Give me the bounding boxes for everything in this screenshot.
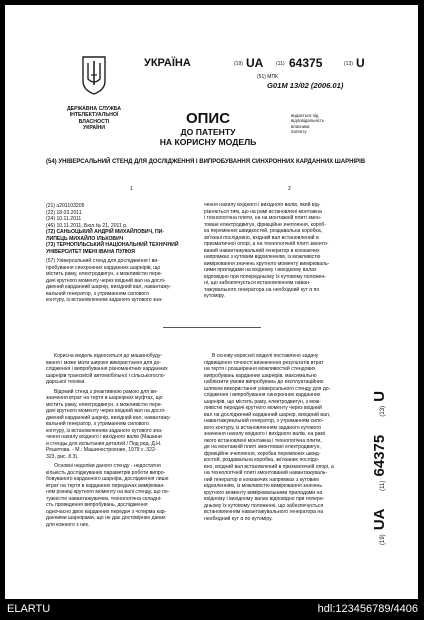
patent-page — [5, 5, 418, 599]
document-title: ОПИС — [185, 110, 231, 127]
utility-model-title: (54) УНІВЕРСАЛЬНИЙ СТЕНД ДЛЯ ДОСЛІДЖЕННЯ І ВИПРОБУВАННЯ СИНХРОННИХ КАРДАННИХ ШАРНІРІВ — [46, 159, 366, 165]
patent-identifiers: (19) UA (11) 64375 (13) U — [234, 56, 365, 70]
claim-right-column: чення нахилу вхідного і вихідного валів, який від- різняється тим, що на рамі встановлені монтажна і технологічна плити, на на монтажній плиті змон- товані електродвигун, фрикційне зчеплення, короб- ка перемінних швидкостей, роздавальна коробка, зв'язані послідовно, вхідний вал встановлений в призматичної опорі, а на технологічній плиті змонто- ваний навантажувальний генератор в коязаючих напрямках з кутовим відхиленням, із можливістю вимірювання значень крутного моменту вимірюваль- ними приладами на вхідному і вихідному валах відповідно при попередньому їх кутовому положен- ні, що забезпечується встановленням наван- тажувального генератора на необхідний кут α по кутоміру. — [204, 202, 330, 299]
responsibility-note: видається під відповідальність власника патенту — [291, 113, 325, 134]
claim-left-column: (57) Універсальний стенд для дослідження і ви- пробування синхронних карданних шарнірів, що містить раму, електродвигун, з можливістю пере- дачі крутного моменту через вхідний вал на дослі- джений карданний шарнір, вихідний вал, навантажу- вальний генератор, з утриманням силового контуру, із встановленням заданого кутового зна- — [46, 258, 172, 303]
column-number-2: 2 — [288, 186, 291, 192]
agency-name: ДЕРЖАВНА СЛУЖБА ІНТЕЛЕКТУАЛЬНОЇ ВЛАСНОСТІ УКРАЇНИ — [66, 106, 122, 131]
description-right-column: В основу корисної моделі поставлено задачу підвищення точності визначення результатів втрат на тертя і розширення можливостей стендових випробувань карданних шарнірів, максимально наблизити умови випробувань до експлуатаційних шляхом використання універсального стенду для до- слідження і випробування синхронних карданних шарнірів, що містить раму, електродвигун, з мож- ливістю передачі крутного моменту через вхідний вал на досліджений карданний шарнір, вихідний вал, навантажувальний генератор, з утриманням сило- вого контуру, із встановленням заданого кутового значення нахилу вхідного і вихідного валів, на рамі якого встановлені монтажна і технологічна плити, де на монтажній плиті змонтовані електродвигун, фрикційне зчеплення, коробка перемінних швид- костей, роздавальна коробка, зв'язаних послідо- вно, вхідний вал встановлений в призматичній опорі, а на технологічній плиті змонтований навантажуваль- ний генератор в коязаючих напрямках з кутовим відхиленням, із можливістю вимірювання значень крутного моменту вимірювальними приладами на вхідному і вихідному валах відповідно при попере- дньому їх кутовому положенні, що забезпечується встановленням навантажувального генератора на необхідний кут α по кутоміру. — [204, 353, 334, 522]
vertical-patent-mark: (19) UA (11) 64375 (13) U — [371, 390, 388, 545]
ipc-label: (51) МПК — [257, 74, 278, 80]
description-left-column: Корисна модель відноситься до машинобуду- вання і може мати широке використання для до- слідження і випробування різноманітних карданних шарнірів трансмісій автомобільної і сільськогоспо- дарської техніки. Відомий стенд з реактивною рамою для ви- значення втрат на тертя в шарнірних муфтах, що містить раму, електродвигун, з можливістю пере- дачі крутного моменту через вхідний вал на дослі- джений карданний шарнір, вихідний вал, навантажу- вальний генератор, з утриманням силового контуру, із встановленням заданого кутового зна- чення нахилу вхідного і вихідного валів (Машини и стенды для испытания деталей / Под ред. Д.Н. Решетова. - М.: Машиностроение, 1979 с. 322- 323, рис. 8.3). Основні недоліки даного стенду - недостатня кількість досліджуваних параметрів роботи випро- бовуваного карданного шарніра, дослідження лише втрат на тертя в карданних передачах вимірюван- ням різниці крутного моменту на валі стенду, що по- тужністю навантажувачем, технологічна складні- сть проведення випробувань, дослідження одночасно двох карданних передач з чотирма кар- данними шарнірами, що не дає достовірних даних для кожного з них. — [46, 353, 172, 528]
ipc-class: G01M 13/02 (2006.01) — [267, 81, 344, 90]
separator-line — [163, 327, 261, 328]
country-name: УКРАЇНА — [144, 57, 191, 69]
footer-source: ELARTU — [7, 603, 51, 615]
footer-handle: hdl:123456789/4406 — [317, 603, 418, 615]
document-subtitle: ДО ПАТЕНТУ НА КОРИСНУ МОДЕЛЬ — [159, 127, 257, 147]
bibliographic-data: (21) u201103205 (22) 18.03.2011 (24) 10.11.2011 (46) 10.11.2011, Бюл.№ 21, 2011 р. (72) САНЬОЦЬКИЙ АНДРІЙ МИХАЙЛОВИЧ, ПИ- ЛИПЕЦЬ МИХАЙЛО ІЛЬКОВИЧ (73) ТЕРНОПІЛЬСЬКИЙ НАЦІОНАЛЬНИЙ ТЕХНІЧНИЙ УНІВЕРСИТЕТ ІМЕНІ ІВАНА ПУЛЮЯ — [46, 203, 179, 255]
trident-emblem-icon — [81, 55, 107, 95]
column-number-1: 1 — [130, 186, 133, 192]
footer-bar — [0, 600, 424, 620]
